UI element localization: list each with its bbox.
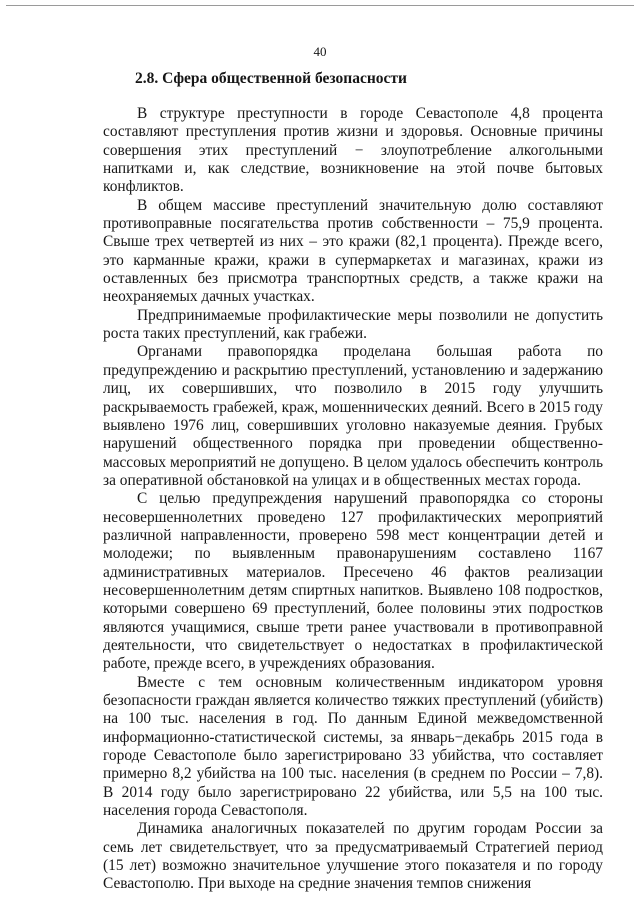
page-number: 40 bbox=[313, 44, 327, 59]
paragraph: С целью предупреждения нарушений правопорядка со стороны несовершеннолетних проведено 127 профилактических мероприятий различной направленности, проверено 598 мест концентрации детей и молодежи; по выявленным правонарушениям составлено 1167 административных материалов. Пресечено 46 фактов реализации несовершеннолетним детям спиртных напитков. Выявлено 108 подростков, которыми совершено 69 преступлений, более половины этих подростков являются учащимися, свыше трети ранее участвовали в противоправной деятельности, что свидетельствует о недостатках в профилактической работе, прежде всего, в учреждениях образования. bbox=[103, 490, 603, 673]
paragraph: В структуре преступности в городе Севастополе 4,8 процента составляют преступления против жизни и здоровья. Основные причины совершения этих преступлений − злоупотребление алкогольными напитками и, как следствие, возникновение на этой почве бытовых конфликтов. bbox=[103, 105, 603, 196]
section-title: 2.8. Сфера общественной безопасности bbox=[135, 70, 407, 87]
paragraph: Динамика аналогичных показателей по другим городам России за семь лет свидетельствует, что за предусматриваемый Стратегией период (15 лет) возможно значительное улучшение этого показателя и по городу Севастополю. При выходе на средние значения темпов снижения bbox=[103, 820, 603, 893]
scan-edge-line bbox=[6, 5, 634, 6]
body-text bbox=[103, 105, 603, 894]
paragraph: Вместе с тем основным количественным индикатором уровня безопасности граждан является количество тяжких преступлений (убийств) на 100 тыс. населения в год. По данным Единой межведомственной информационно-статистической системы, за январь−декабрь 2015 года в городе Севастополе было зарегистрировано 33 убийства, что составляет примерно 8,2 убийства на 100 тыс. населения (в среднем по России – 7,8). В 2014 году было зарегистрировано 22 убийства, или 5,5 на 100 тыс. населения города Севастополя. bbox=[103, 673, 603, 820]
paragraph: В общем массиве преступлений значительную долю составляют противоправные посягательства против собственности – 75,9 процента. Свыше трех четвертей из них – это кражи (82,1 процента). Прежде всего, это карманные кражи, кражи в супермаркетах и магазинах, кражи из оставленных без присмотра транспортных средств, а также кражи на неохраняемых дачных участках. bbox=[103, 196, 603, 306]
paragraph: Предпринимаемые профилактические меры позволили не допустить роста таких преступлений, как грабежи. bbox=[103, 306, 603, 343]
paragraph: Органами правопорядка проделана большая работа по предупреждению и раскрытию преступлений, установлению и задержанию лиц, их совершивших, что позволило в 2015 году улучшить раскрываемость грабежей, краж, мошеннических деяний. Всего в 2015 году выявлено 1976 лиц, совершивших уголовно наказуемые деяния. Грубых нарушений общественного порядка при проведении общественно-массовых мероприятий не допущено. В целом удалось обеспечить контроль за оперативной обстановкой на улицах и в общественных местах города. bbox=[103, 343, 603, 489]
